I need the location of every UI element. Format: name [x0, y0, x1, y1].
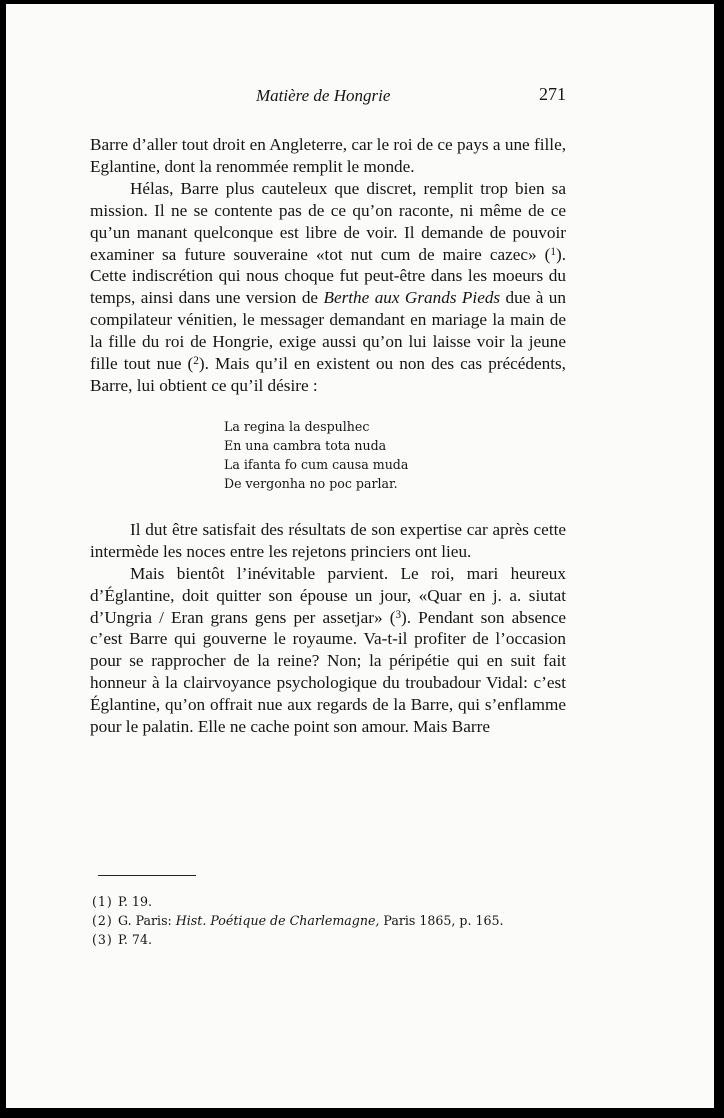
text-run: ). Pendant son absence c’est Barre qui gouverne le royaume. Va-t-il profiter de l’occasion pour se rapprocher de la reine? Non; la péripétie qui en suit fait honneur à la clairvoyance psychologique du troubadour Vidal: c’est Églantine, qu’on offrait nue aux regards de la Barre, qui s’enflamme pour le palatin. Elle ne cache point son amour. Mais Barre — [90, 607, 566, 737]
verse-line: De vergonha no poc parlar. — [224, 475, 398, 491]
book-page — [6, 4, 714, 1108]
text-run: Hélas, Barre plus cauteleux que discret, remplit trop bien sa mission. Il ne se contente pas de ce qu’on raconte, ni même de ce qu’un manant quelconque est libre de voir. Il demande de pouvoir examiner sa future souveraine «tot nut cum de maire cazec» ( — [90, 178, 566, 264]
text-run: due à un compilateur vénitien, le messager demandant en mariage la main de la fille du roi de Hongrie, exige aussi qu’on lui laisse voir la jeune fille tout nue ( — [90, 288, 566, 374]
body-text — [90, 134, 566, 738]
footnote-separator — [98, 875, 196, 876]
footnote-text: P. 74. — [118, 932, 152, 947]
page-header — [90, 86, 564, 112]
footnote-mark: (2) — [92, 913, 113, 928]
footnote-text: P. 19. — [118, 894, 152, 909]
footnote — [92, 911, 582, 930]
footnote-mark: (3) — [92, 932, 113, 947]
book-title: Berthe aux Grands Pieds — [323, 288, 501, 308]
footnote-ref: 3 — [395, 608, 402, 621]
page-number: 271 — [539, 84, 566, 104]
text-run: Mais bientôt l’inévitable parvient. Le roi, mari heureux d’Églantine, doit quitter son épouse un jour, «Quar en j. a. siutat d’Ungria / Eran grans gens per assetjar» ( — [90, 563, 566, 627]
footnote — [92, 930, 582, 949]
footnote-text: G. Paris: — [118, 913, 176, 928]
footnote-ref: 1 — [550, 245, 556, 258]
verse-line: La ifanta fo cum causa muda — [224, 456, 409, 472]
text-run: ). Cette indiscrétion qui nous choque fut peut-être dans les moeurs du temps, ainsi dans une version de — [90, 244, 566, 308]
paragraph — [90, 563, 566, 738]
footnotes — [92, 892, 582, 949]
running-title: Matière de Hongrie — [256, 86, 391, 105]
verse-line: La regina la despulhec — [224, 418, 370, 434]
footnote-ref: 2 — [193, 355, 199, 368]
footnote — [92, 892, 582, 911]
text-run: ). Mais qu’il en existent ou non des cas précédents, Barre, lui obtient ce qu’il désire : — [90, 354, 566, 395]
verse-quotation — [224, 417, 566, 493]
paragraph — [90, 178, 566, 397]
verse-line: En una cambra tota nuda — [224, 437, 387, 453]
footnote-book-title: Hist. Poétique de Charlemagne, — [175, 913, 380, 928]
paragraph: Il dut être satisfait des résultats de son expertise car après cette intermède les noces entre les rejetons princiers ont lieu. — [90, 519, 566, 561]
footnote-mark: (1) — [92, 894, 113, 909]
paragraph: Barre d’aller tout droit en Angleterre, car le roi de ce pays a une fille, Eglantine, dont la renommée remplit le monde. — [90, 135, 566, 176]
footnote-text: Paris 1865, p. 165. — [379, 913, 504, 928]
